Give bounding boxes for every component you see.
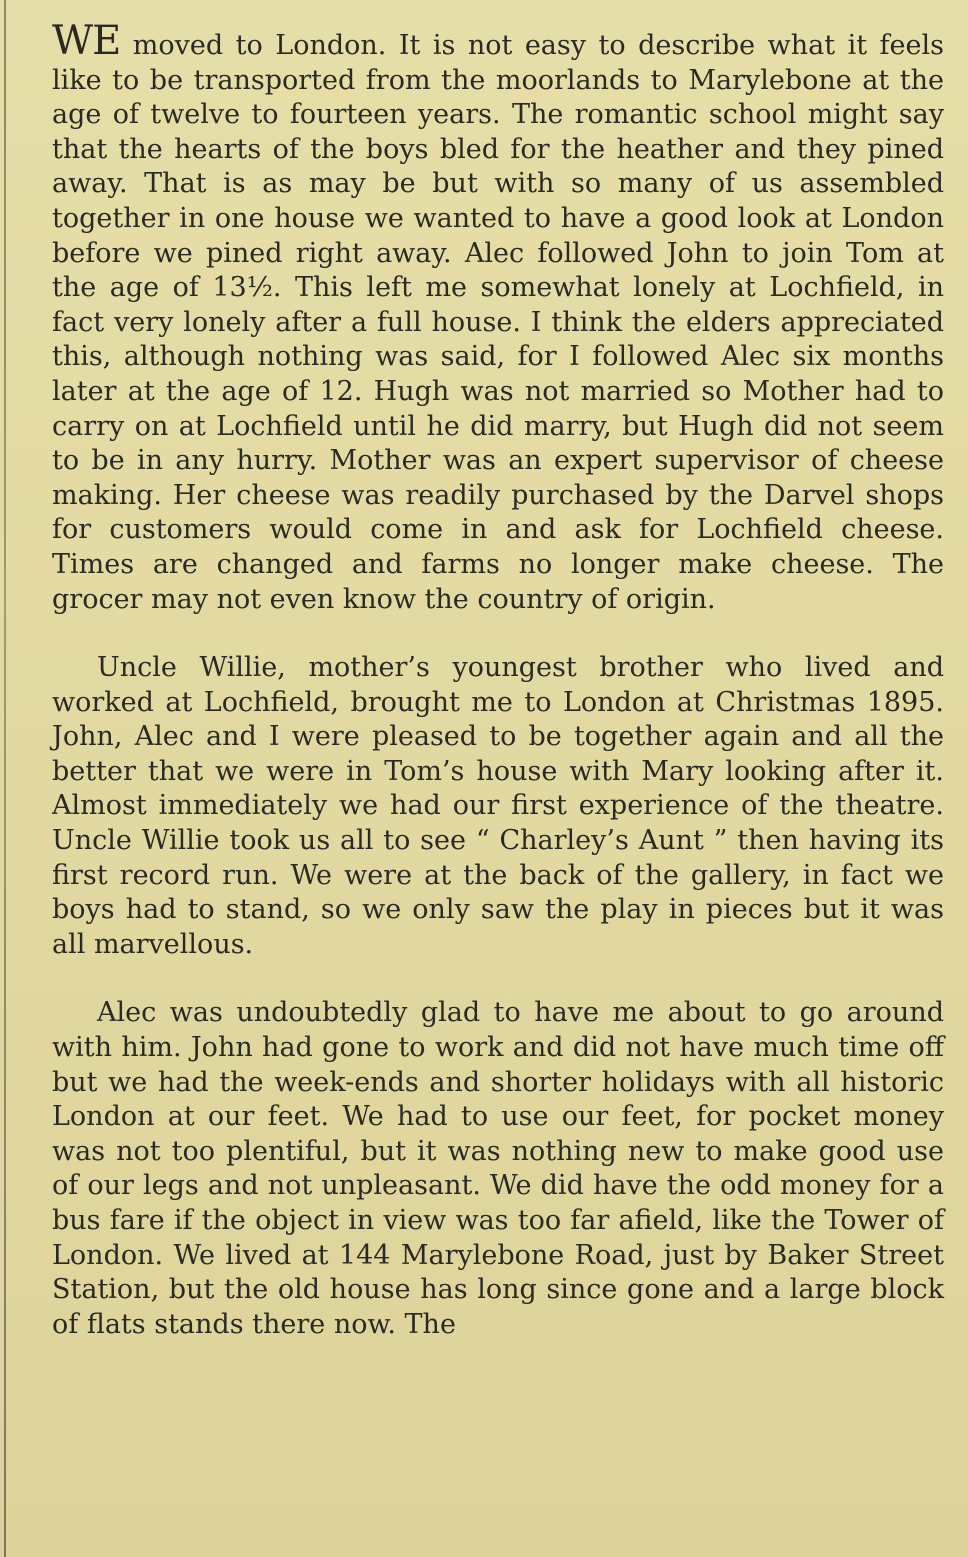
paragraph-1: [52, 18, 944, 617]
opening-word: WE: [52, 18, 121, 64]
paragraph-1-text: moved to London. It is not easy to describe what it feels like to be transported from the moorlands to Marylebone at the age of twelve to fourteen years. The romantic school might say that the hearts of the boys bled for the heather and they pined away. That is as may be but with so many of us assembled together in one house we wanted to have a good look at London before we pined right away. Alec followed John to join Tom at the age of 13½. This left me somewhat lonely at Lochfield, in fact very lonely after a full house. I think the elders appreciated this, although nothing was said, for I followed Alec six months later at the age of 12. Hugh was not married so Mother had to carry on at Lochfield until he did marry, but Hugh did not seem to be in any hurry. Mother was an expert supervisor of cheese making. Her cheese was readily purchased by the Darvel shops for customers would come in and ask for Lochfield cheese. Times are changed and farms no longer make cheese. The grocer may not even know the country of origin.: [52, 30, 944, 615]
document-page: [52, 18, 944, 1342]
paragraph-3: Alec was undoubtedly glad to have me about to go around with him. John had gone to work and did not have much time off but we had the week-ends and shorter holidays with all historic London at our feet. We had to use our feet, for pocket money was not too plentiful, but it was nothing new to make good use of our legs and not unpleasant. We did have the odd money for a bus fare if the object in view was too far afield, like the Tower of London. We lived at 144 Marylebone Road, just by Baker Street Station, but the old house has long since gone and a large block of flats stands there now. The: [52, 997, 944, 1340]
paragraph-2: Uncle Willie, mother’s youngest brother who lived and worked at Lochfield, brought me to London at Christmas 1895. John, Alec and I were pleased to be together again and all the better that we were in Tom’s house with Mary looking after it. Almost immediately we had our first experience of the theatre. Uncle Willie took us all to see “ Charley’s Aunt ” then having its first record run. We were at the back of the gallery, in fact we boys had to stand, so we only saw the play in pieces but it was all marvellous.: [52, 652, 944, 960]
page-edge-rule: [4, 0, 6, 1557]
